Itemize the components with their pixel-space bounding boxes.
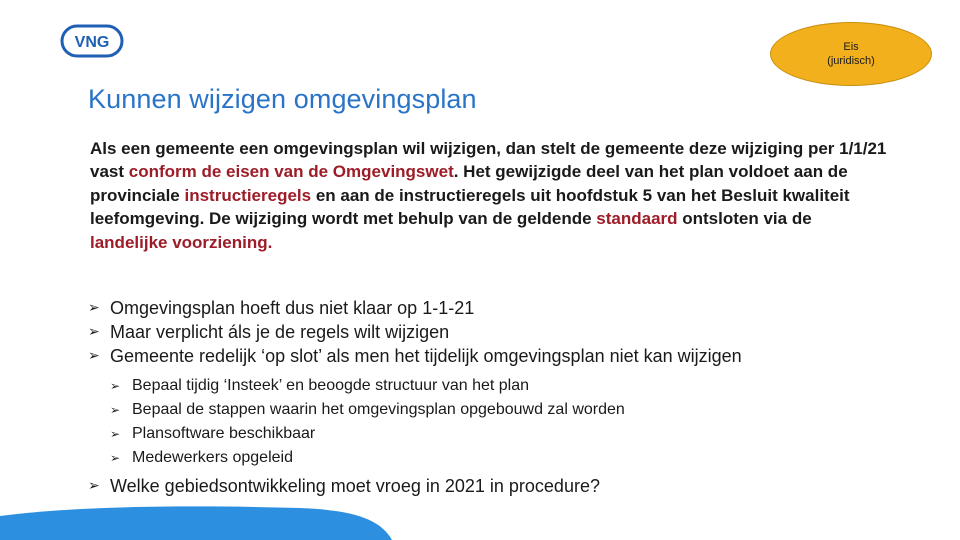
list-item <box>88 296 918 320</box>
sub-bullet-list <box>88 374 918 470</box>
sub-bullet-text: Bepaal de stappen waarin het omgevingsplan opgebouwd zal worden <box>132 401 625 418</box>
bullet-text: Maar verplicht áls je de regels wilt wijzigen <box>110 321 450 342</box>
bullet-list <box>88 296 918 498</box>
footer-wave-decoration <box>0 504 400 540</box>
vng-logo <box>60 24 124 58</box>
arrow-bullet-icon: ➢ <box>88 324 100 340</box>
intro-highlight-omgevingswet: conform de eisen van de Omgevingswet <box>128 162 454 182</box>
arrow-bullet-icon: ➢ <box>88 478 100 494</box>
intro-text-2: . Het gewijzigde deel van het plan voldoet aan de provinciale <box>90 162 848 205</box>
arrow-bullet-icon: ➢ <box>88 348 100 364</box>
list-item <box>88 344 918 368</box>
arrow-bullet-icon: ➢ <box>110 451 121 465</box>
page-title: Kunnen wijzigen omgevingsplan <box>88 84 477 114</box>
sub-list-item <box>110 398 918 422</box>
intro-paragraph <box>90 137 890 254</box>
sub-list-item <box>110 446 918 470</box>
sub-bullet-text: Plansoftware beschikbaar <box>132 425 316 442</box>
bullet-text: Omgevingsplan hoeft dus niet klaar op 1-1-21 <box>110 297 475 318</box>
sub-bullet-text: Bepaal tijdig ‘Insteek’ en beoogde structuur van het plan <box>132 377 530 394</box>
badge-line-2: (juridisch) <box>827 55 875 67</box>
sub-list-item <box>110 422 918 446</box>
vng-logo-text: VNG <box>74 34 110 51</box>
intro-highlight-instructieregels: instructieregels <box>184 185 312 205</box>
arrow-bullet-icon: ➢ <box>110 427 121 441</box>
intro-text-3: en aan de instructieregels uit hoofdstuk 5 van het Besluit kwaliteit leefomgeving. De wijziging wordt met behulp van de geldende <box>90 185 850 229</box>
sub-list-item <box>110 374 918 398</box>
arrow-bullet-icon: ➢ <box>110 379 121 393</box>
bullet-text: Gemeente redelijk ‘op slot’ als men het tijdelijk omgevingsplan niet kan wijzigen <box>110 345 742 366</box>
arrow-bullet-icon: ➢ <box>88 300 100 316</box>
list-item <box>88 474 918 498</box>
intro-highlight-landelijke-voorziening: landelijke voorziening. <box>90 232 273 252</box>
arrow-bullet-icon: ➢ <box>110 403 121 417</box>
status-badge <box>770 22 932 86</box>
badge-line-1: Eis <box>843 41 859 53</box>
intro-text-1: Als een gemeente een omgevingsplan wil wijzigen, dan stelt de gemeente deze wijziging per 1/1/21 vast <box>90 139 887 182</box>
list-item <box>88 320 918 344</box>
bullet-text: Welke gebiedsontwikkeling moet vroeg in 2021 in procedure? <box>110 475 600 496</box>
intro-text-4: ontsloten via de <box>677 209 812 229</box>
sub-bullet-text: Medewerkers opgeleid <box>132 449 293 466</box>
intro-highlight-standaard: standaard <box>596 209 678 229</box>
